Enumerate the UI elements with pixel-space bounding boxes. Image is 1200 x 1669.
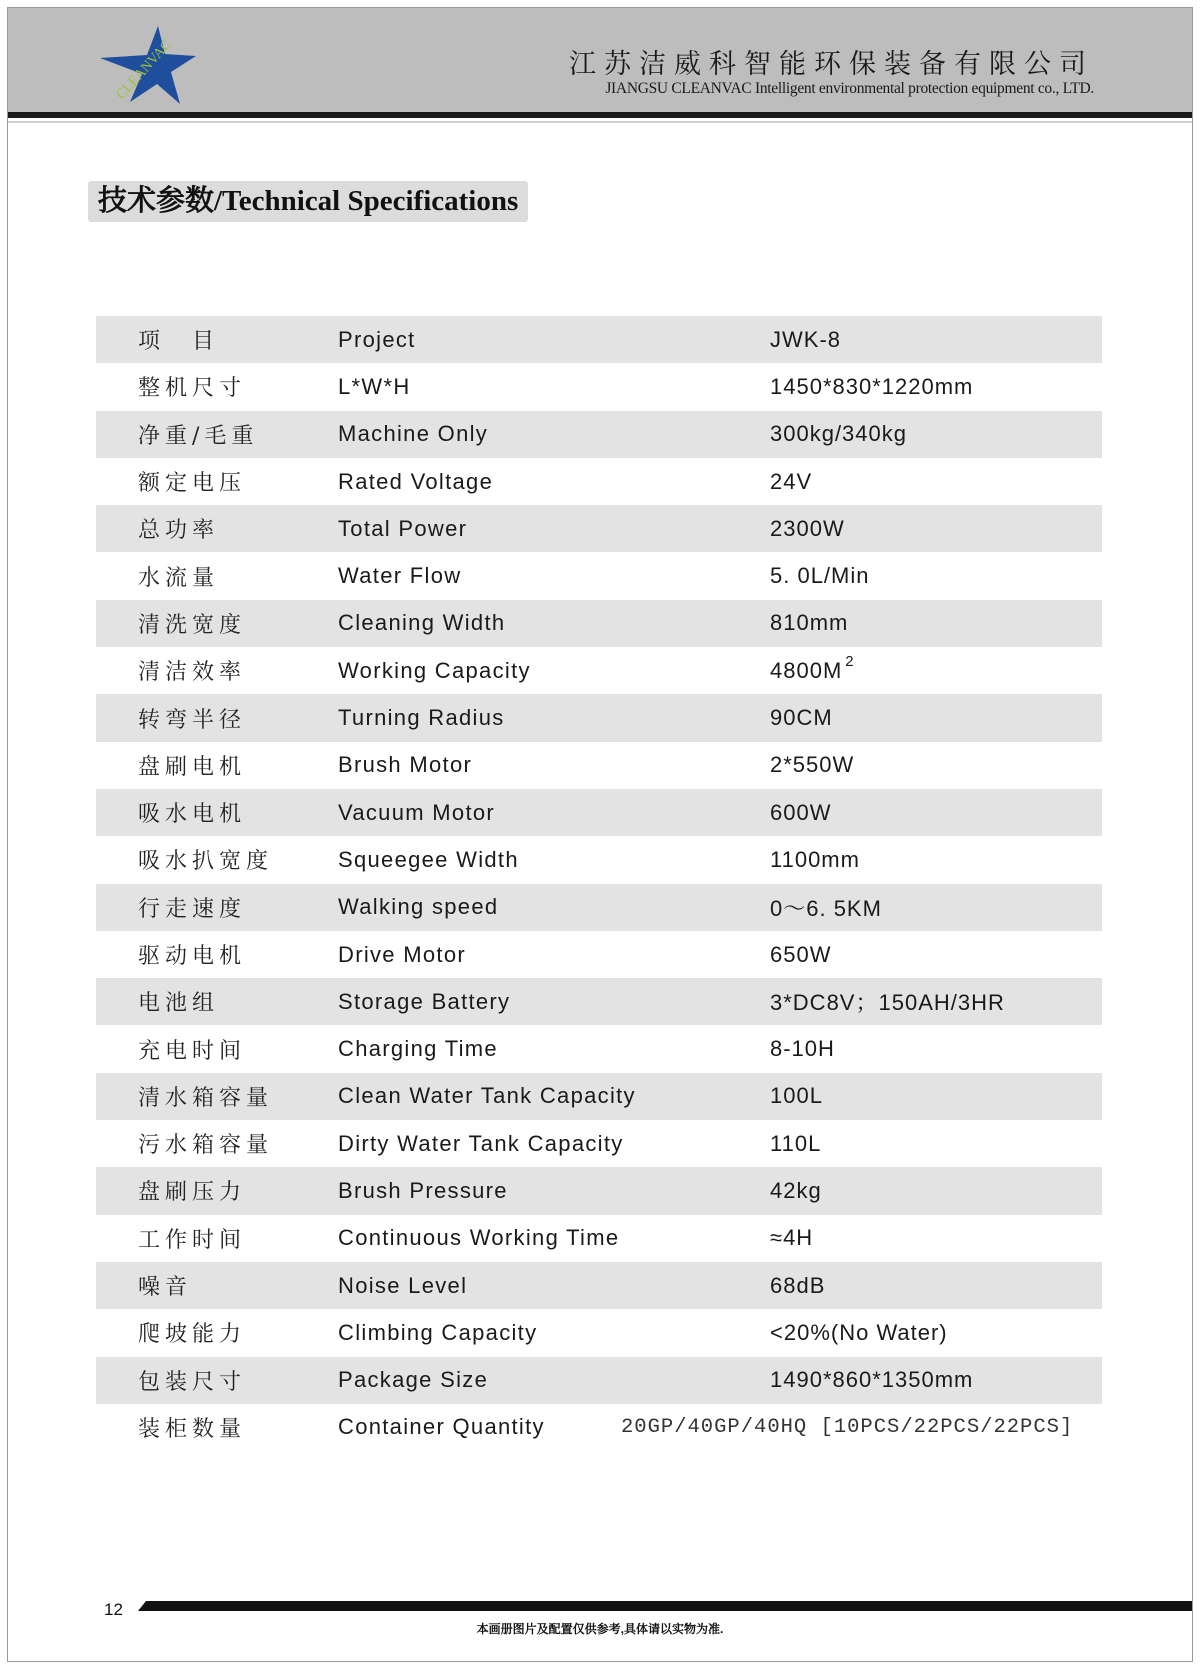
table-row bbox=[96, 1120, 1102, 1167]
spec-value-text: 110L bbox=[770, 1130, 822, 1156]
spec-label-en: Vacuum Motor bbox=[338, 799, 496, 825]
spec-value bbox=[770, 836, 860, 883]
spec-label-cn: 额定电压 bbox=[138, 471, 247, 497]
spec-value-text: 1100mm bbox=[770, 846, 860, 872]
table-row bbox=[96, 1309, 1102, 1356]
spec-label-en: Rated Voltage bbox=[338, 468, 494, 494]
spec-value-text: 810mm bbox=[770, 610, 849, 636]
spec-label-cn: 转弯半径 bbox=[138, 707, 247, 733]
spec-value-text: JWK-8 bbox=[770, 326, 841, 352]
spec-value bbox=[770, 458, 812, 505]
spec-label-cn: 行走速度 bbox=[138, 896, 247, 922]
table-row bbox=[96, 1167, 1102, 1214]
spec-value-text: 4800M bbox=[770, 657, 843, 683]
spec-value bbox=[770, 1120, 821, 1167]
footer-note: 本画册图片及配置仅供参考,具体请以实物为准. bbox=[476, 1622, 724, 1636]
spec-label-en: Container Quantity bbox=[338, 1414, 545, 1440]
spec-label-cn: 污水箱容量 bbox=[138, 1133, 274, 1159]
spec-value-text: 600W bbox=[770, 799, 832, 825]
spec-value bbox=[770, 1073, 823, 1120]
spec-label-cn: 爬坡能力 bbox=[138, 1322, 247, 1348]
spec-value-text: 5. 0L/Min bbox=[770, 563, 870, 589]
spec-value bbox=[770, 316, 841, 363]
spec-value-text: 1450*830*1220mm bbox=[770, 373, 974, 399]
table-row bbox=[96, 789, 1102, 836]
table-row bbox=[96, 316, 1102, 363]
spec-value bbox=[770, 978, 1005, 1025]
spec-value-text: 68dB bbox=[770, 1272, 826, 1298]
logo-text: CLEANVAC bbox=[113, 37, 175, 103]
spec-value-text: 100L bbox=[770, 1083, 823, 1109]
spec-value bbox=[770, 1262, 825, 1309]
spec-label-cn: 盘刷压力 bbox=[138, 1180, 247, 1206]
header-divider-thin bbox=[8, 121, 1192, 123]
table-row bbox=[96, 1025, 1102, 1072]
company-name-cn: 江苏洁威科智能环保装备有限公司 bbox=[569, 49, 1094, 80]
spec-label-en: Continuous Working Time bbox=[338, 1225, 620, 1251]
spec-value-text: 650W bbox=[770, 941, 832, 967]
table-row bbox=[96, 931, 1102, 978]
spec-value bbox=[770, 505, 845, 552]
spec-label-en: Drive Motor bbox=[338, 941, 466, 967]
spec-label-en: Climbing Capacity bbox=[338, 1319, 538, 1345]
table-row bbox=[96, 458, 1102, 505]
spec-label-cn: 水流量 bbox=[138, 565, 220, 591]
spec-value bbox=[770, 1215, 813, 1262]
spec-label-en: Turning Radius bbox=[338, 705, 505, 731]
spec-label-cn: 清水箱容量 bbox=[138, 1085, 274, 1111]
spec-label-en: Squeegee Width bbox=[338, 846, 519, 872]
table-row bbox=[96, 363, 1102, 410]
spec-label-en: Walking speed bbox=[338, 894, 499, 920]
table-row bbox=[96, 742, 1102, 789]
spec-label-cn: 净重/毛重 bbox=[138, 423, 259, 449]
spec-label-en: Noise Level bbox=[338, 1272, 468, 1298]
spec-value bbox=[770, 1357, 973, 1404]
spec-label-cn: 吸水扒宽度 bbox=[138, 849, 274, 875]
table-row bbox=[96, 1073, 1102, 1120]
table-row bbox=[96, 1404, 1102, 1451]
page-number: 12 bbox=[104, 1600, 123, 1619]
spec-label-cn: 清洗宽度 bbox=[138, 612, 247, 638]
star-logo-icon bbox=[100, 22, 200, 112]
spec-label-en: Storage Battery bbox=[338, 988, 511, 1014]
spec-label-cn: 噪音 bbox=[138, 1275, 193, 1301]
spec-label-cn: 驱动电机 bbox=[138, 944, 247, 969]
spec-label-en: Package Size bbox=[338, 1367, 489, 1393]
spec-label-en: Machine Only bbox=[338, 421, 489, 447]
spec-value-text: 24V bbox=[770, 468, 813, 494]
spec-label-en: Brush Pressure bbox=[338, 1177, 508, 1203]
spec-value-text: 42kg bbox=[770, 1177, 822, 1203]
spec-label-cn: 充电时间 bbox=[138, 1038, 247, 1064]
table-row bbox=[96, 552, 1102, 599]
spec-value bbox=[770, 1025, 835, 1072]
spec-value bbox=[770, 552, 870, 599]
spec-label-en: Dirty Water Tank Capacity bbox=[338, 1130, 624, 1156]
spec-label-cn: 项 目 bbox=[138, 329, 220, 355]
table-row bbox=[96, 600, 1102, 647]
spec-label-cn: 清洁效率 bbox=[138, 660, 247, 686]
spec-label-cn: 工作时间 bbox=[138, 1227, 247, 1253]
spec-value bbox=[770, 363, 973, 410]
spec-value-text: 3*DC8V；150AH/3HR bbox=[770, 990, 1005, 1016]
spec-label-en: Charging Time bbox=[338, 1036, 498, 1062]
spec-label-en: Total Power bbox=[338, 515, 468, 541]
spec-label-cn: 整机尺寸 bbox=[138, 376, 247, 402]
spec-value bbox=[770, 600, 848, 647]
spec-value-text: 300kg/340kg bbox=[770, 421, 907, 447]
spec-label-cn: 吸水电机 bbox=[138, 802, 247, 828]
spec-value bbox=[770, 931, 831, 978]
spec-table bbox=[96, 316, 1102, 1451]
spec-value-text: <20%(No Water) bbox=[770, 1319, 948, 1345]
table-row bbox=[96, 884, 1102, 931]
table-row bbox=[96, 505, 1102, 552]
header-divider bbox=[8, 112, 1192, 118]
spec-label-cn: 盘刷电机 bbox=[138, 754, 247, 780]
spec-value bbox=[770, 742, 854, 789]
spec-value bbox=[621, 1404, 1073, 1451]
company-name-en: JIANGSU CLEANVAC Intelligent environmental protection equipment co., LTD. bbox=[605, 80, 1094, 97]
spec-label-en: Clean Water Tank Capacity bbox=[338, 1083, 636, 1109]
spec-value-text: 2*550W bbox=[770, 752, 855, 778]
table-row bbox=[96, 1215, 1102, 1262]
spec-value-text: 1490*860*1350mm bbox=[770, 1367, 974, 1393]
spec-value bbox=[770, 647, 855, 694]
spec-value-superscript: 2 bbox=[845, 653, 855, 671]
spec-label-cn: 包装尺寸 bbox=[138, 1369, 247, 1395]
spec-value bbox=[770, 1167, 822, 1214]
table-row bbox=[96, 1262, 1102, 1309]
spec-label-en: Brush Motor bbox=[338, 752, 473, 778]
spec-value-text: 20GP/40GP/40HQ [10PCS/22PCS/22PCS] bbox=[621, 1415, 1074, 1439]
section-title: 技术参数/Technical Specifications bbox=[88, 181, 528, 222]
spec-value-text: 2300W bbox=[770, 515, 845, 541]
spec-value bbox=[770, 789, 831, 836]
spec-label-en: L*W*H bbox=[338, 373, 411, 399]
cleanvac-logo bbox=[100, 22, 200, 112]
table-row bbox=[96, 1357, 1102, 1404]
spec-label-en: Water Flow bbox=[338, 563, 462, 589]
spec-value bbox=[770, 1309, 948, 1356]
spec-label-cn: 电池组 bbox=[138, 991, 220, 1017]
spec-label-en: Working Capacity bbox=[338, 657, 531, 683]
spec-label-en: Cleaning Width bbox=[338, 610, 506, 636]
table-row bbox=[96, 694, 1102, 741]
spec-label-cn: 总功率 bbox=[138, 518, 220, 544]
spec-value bbox=[770, 694, 833, 741]
spec-label-en: Project bbox=[338, 326, 416, 352]
spec-value-text: ≈4H bbox=[770, 1225, 814, 1251]
table-row bbox=[96, 411, 1102, 458]
spec-value-text: 90CM bbox=[770, 705, 833, 731]
footer-bar bbox=[138, 1601, 1192, 1611]
spec-value-text: 8-10H bbox=[770, 1036, 835, 1062]
page-header bbox=[8, 8, 1192, 112]
table-row bbox=[96, 647, 1102, 694]
table-row bbox=[96, 978, 1102, 1025]
spec-label-cn: 装柜数量 bbox=[138, 1416, 247, 1442]
spec-value bbox=[770, 884, 882, 931]
table-row bbox=[96, 836, 1102, 883]
spec-value bbox=[770, 411, 907, 458]
spec-value-text: 0～6. 5KM bbox=[770, 895, 882, 921]
